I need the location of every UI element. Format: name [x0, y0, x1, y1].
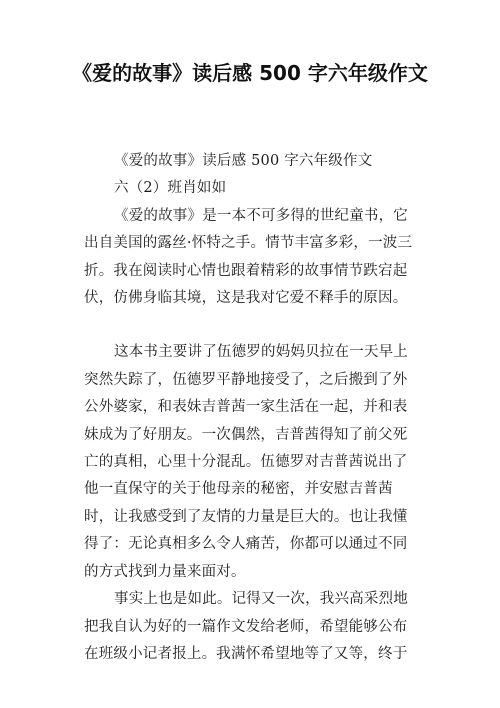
paragraph-experience: 事实上也是如此。记得又一次，我兴高采烈地把我自认为好的一篇作文发给老师，希望能够公布在班级小记者报上。我满怀希望地等了又等，终于: [84, 591, 408, 662]
paragraph-summary: 这本书主要讲了伍德罗的妈妈贝拉在一天早上突然失踪了，伍德罗平静地接受了，之后搬到了外公外婆家，和表妹吉普茜一家生活在一起，并和表妹成为了好朋友。一次偶然，吉普茜得知了前父死亡的真相，心里十分混乱。伍德罗对吉普茜说出了他一直保守的关于他母亲的秘密，并安慰吉普茜时，让我感受到了友情的力量是巨大的。也让我懂得了：无论真相多么令人痛苦，你都可以通过不同的方式找到力量来面对。: [84, 344, 408, 580]
document-title: 《爱的故事》读后感 500 字六年级作文: [72, 61, 428, 85]
document-body: [84, 148, 420, 668]
paragraph-intro: 《爱的故事》是一本不可多得的世纪童书，它出自美国的露丝·怀特之手。情节丰富多彩，一波三折。我在阅读时心情也跟着精彩的故事情节跌宕起伏，仿佛身临其境，这是我对它爱不释手的原因。: [84, 207, 413, 307]
subtitle-line: 《爱的故事》读后感 500 字六年级作文: [114, 153, 373, 169]
author-line: 六（2）班肖如如: [114, 180, 227, 197]
